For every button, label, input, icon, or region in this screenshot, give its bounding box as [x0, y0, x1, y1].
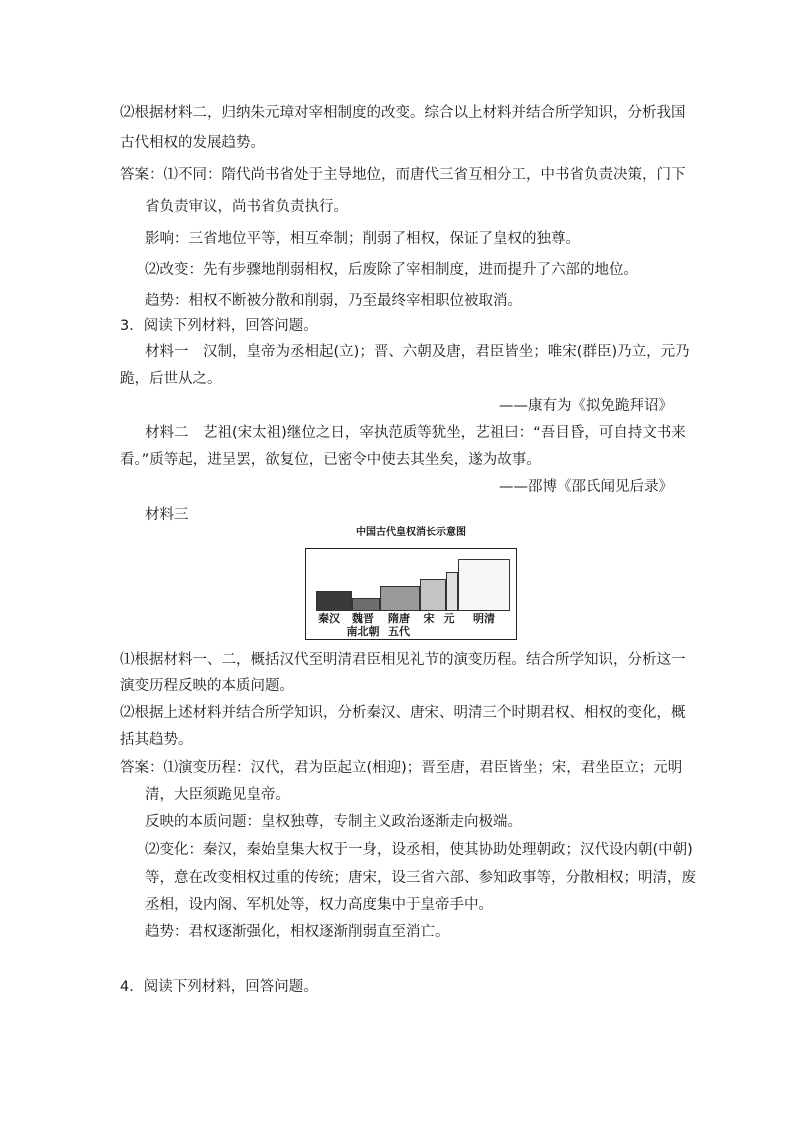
chart-bar-3: [380, 586, 420, 611]
answer-1-line-1: 答案：⑴不同：隋代尚书省处于主导地位，而唐代三省互相分工，中书省负责决策，门下: [120, 167, 686, 183]
question-2-text-line-1: ⑵根据材料二，归纳朱元璋对宰相制度的改变。综合以上材料并结合所学知识，分析我国: [120, 105, 686, 121]
answer-2-change: ⑵改变：先有步骤地削弱相权，后废除了宰相制度，进而提升了六部的地位。: [145, 262, 638, 278]
answer-3-1-essence: 反映的本质问题：皇权独尊，专制主义政治逐渐走向极端。: [145, 814, 522, 830]
question-3-2-line-2: 括其趋势。: [120, 732, 193, 748]
answer-1-influence: 影响：三省地位平等，相互牵制；削弱了相权，保证了皇权的独尊。: [145, 231, 580, 247]
chart-bar-1: [316, 591, 352, 611]
material-1-line-2: 跪，后世从之。: [120, 371, 222, 387]
question-2-text-line-2: 古代相权的发展趋势。: [120, 135, 265, 151]
material-2-source: ——邵博《邵氏闻见后录》: [499, 479, 673, 495]
chart-category-label-2: 魏晋 南北朝: [346, 612, 380, 638]
material-1-source: ——康有为《拟免跪拜诏》: [499, 398, 673, 414]
answer-3-2-trend: 趋势：君权逐渐强化，相权逐渐削弱直至消亡。: [145, 924, 450, 940]
chart-bar-4: [420, 579, 446, 611]
question-3-1-line-2: 演变历程反映的本质问题。: [120, 678, 294, 694]
answer-3-1-line-2: 清，大臣须跪见皇帝。: [145, 787, 290, 803]
question-3-heading: 3．阅读下列材料，回答问题。: [120, 318, 318, 334]
chart-category-label-1: 秦汉: [318, 612, 340, 625]
material-2-line-2: 看。”质等起，进呈罢，欲复位，已密令中使去其坐矣，遂为故事。: [120, 452, 541, 468]
chart-title: 中国古代皇权消长示意图: [356, 527, 466, 538]
question-3-2-line-1: ⑵根据上述材料并结合所学知识，分析秦汉、唐宋、明清三个时期君权、相权的变化，概: [120, 705, 686, 721]
material-2-line-1: 材料二 艺祖(宋太祖)继位之日，宰执范质等犹坐，艺祖曰：“吾目昏，可自持文书来: [145, 425, 686, 441]
chart-category-label-5: 元: [443, 612, 455, 625]
chart-frame: [305, 548, 517, 640]
question-4-heading: 4．阅读下列材料，回答问题。: [120, 979, 318, 995]
material-1-line-1: 材料一 汉制，皇帝为丞相起(立)；晋、六朝及唐，君臣皆坐；唯宋(群臣)乃立，元乃: [145, 344, 690, 360]
imperial-power-chart: [305, 526, 517, 640]
answer-3-2-line-2: 等，意在改变相权过重的传统；唐宋，设三省六部、参知政事等，分散相权；明清，废: [145, 870, 696, 886]
answer-3-2-line-1: ⑵变化：秦汉，秦始皇集大权于一身，设丞相，使其协助处理朝政；汉代设内朝(中朝): [145, 842, 693, 858]
chart-category-label-3: 隋唐 五代: [388, 612, 410, 638]
chart-category-label-4: 宋: [423, 612, 435, 625]
answer-2-trend: 趋势：相权不断被分散和削弱，乃至最终宰相职位被取消。: [145, 293, 522, 309]
question-3-1-line-1: ⑴根据材料一、二，概括汉代至明清君臣相见礼节的演变历程。结合所学知识，分析这一: [120, 652, 686, 668]
chart-category-label-6: 明清: [473, 612, 495, 625]
chart-bar-6: [458, 559, 510, 611]
material-3-label: 材料三: [145, 507, 189, 523]
chart-bar-5: [446, 572, 458, 611]
answer-3-1-line-1: 答案：⑴演变历程：汉代，君为臣起立(相迎)；晋至唐，君臣皆坐；宋，君坐臣立；元明: [120, 760, 683, 776]
answer-3-2-line-3: 丞相，设内阁、军机处等，权力高度集中于皇帝手中。: [145, 897, 493, 913]
chart-bar-2: [352, 598, 380, 611]
answer-1-line-2: 省负责审议，尚书省负责执行。: [145, 199, 348, 215]
